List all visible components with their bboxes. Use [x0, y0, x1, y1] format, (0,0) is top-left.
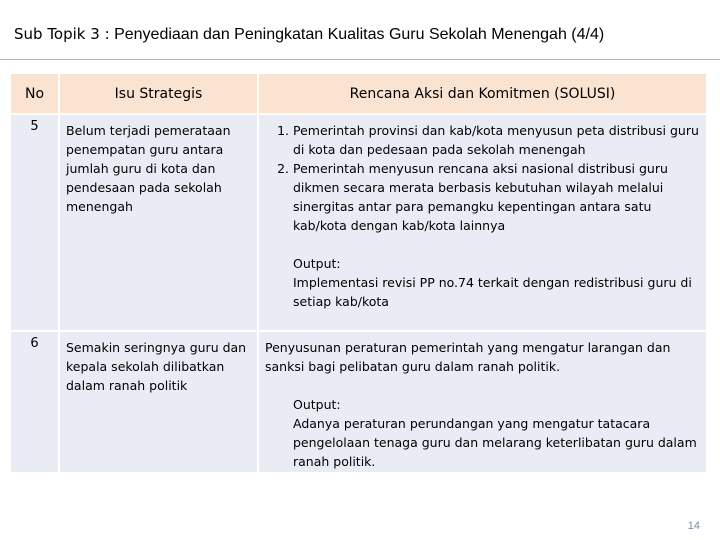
slide-title-text: Penyediaan dan Peningkatan Kualitas Guru Sekolah Menengah (4/4) [109, 26, 605, 43]
output-label: Output: [293, 397, 341, 412]
row-plan [258, 114, 707, 331]
table-header-row [10, 73, 707, 114]
header-plan: Rencana Aksi dan Komitmen (SOLUSI) [258, 73, 707, 114]
row-isu: Belum terjadi pemerataan penempatan guru antara jumlah guru di kota dan pendesaan pada sekolah menengah [59, 114, 258, 331]
row-number: 5 [10, 114, 59, 331]
title-divider [0, 59, 720, 60]
slide-title [14, 25, 604, 44]
output-text: Implementasi revisi PP no.74 terkait dengan redistribusi guru di setiap kab/kota [293, 275, 692, 309]
strategy-table [9, 72, 708, 474]
header-no: No [10, 73, 59, 114]
row-plan [258, 331, 707, 473]
page-number: 14 [687, 520, 700, 532]
header-isu: Isu Strategis [59, 73, 258, 114]
row-number: 6 [10, 331, 59, 473]
table-row [10, 114, 707, 331]
row-isu: Semakin seringnya guru dan kepala sekolah dilibatkan dalam ranah politik [59, 331, 258, 473]
output-text: Adanya peraturan perundangan yang mengatur tatacara pengelolaan tenaga guru dan melarang keterlibatan guru dalam ranah politik. [293, 416, 697, 469]
plan-text: Penyusunan peraturan pemerintah yang mengatur larangan dan sanksi bagi pelibatan guru dalam ranah politik. [265, 340, 671, 374]
plan-item: 1. Pemerintah provinsi dan kab/kota menyusun peta distribusi guru di kota dan pedesaan pada sekolah menengah [293, 121, 700, 159]
output-label: Output: [293, 256, 341, 271]
plan-list [265, 121, 700, 235]
table-row [10, 331, 707, 473]
slide-title-prefix: Sub Topik 3 : [14, 25, 110, 43]
plan-item: 2. Pemerintah menyusun rencana aksi nasional distribusi guru dikmen secara merata berbasis kebutuhan wilayah melalui sinergitas antar para pemangku kepentingan antara satu kab/kota dengan kab/kota lainnya [293, 159, 700, 235]
